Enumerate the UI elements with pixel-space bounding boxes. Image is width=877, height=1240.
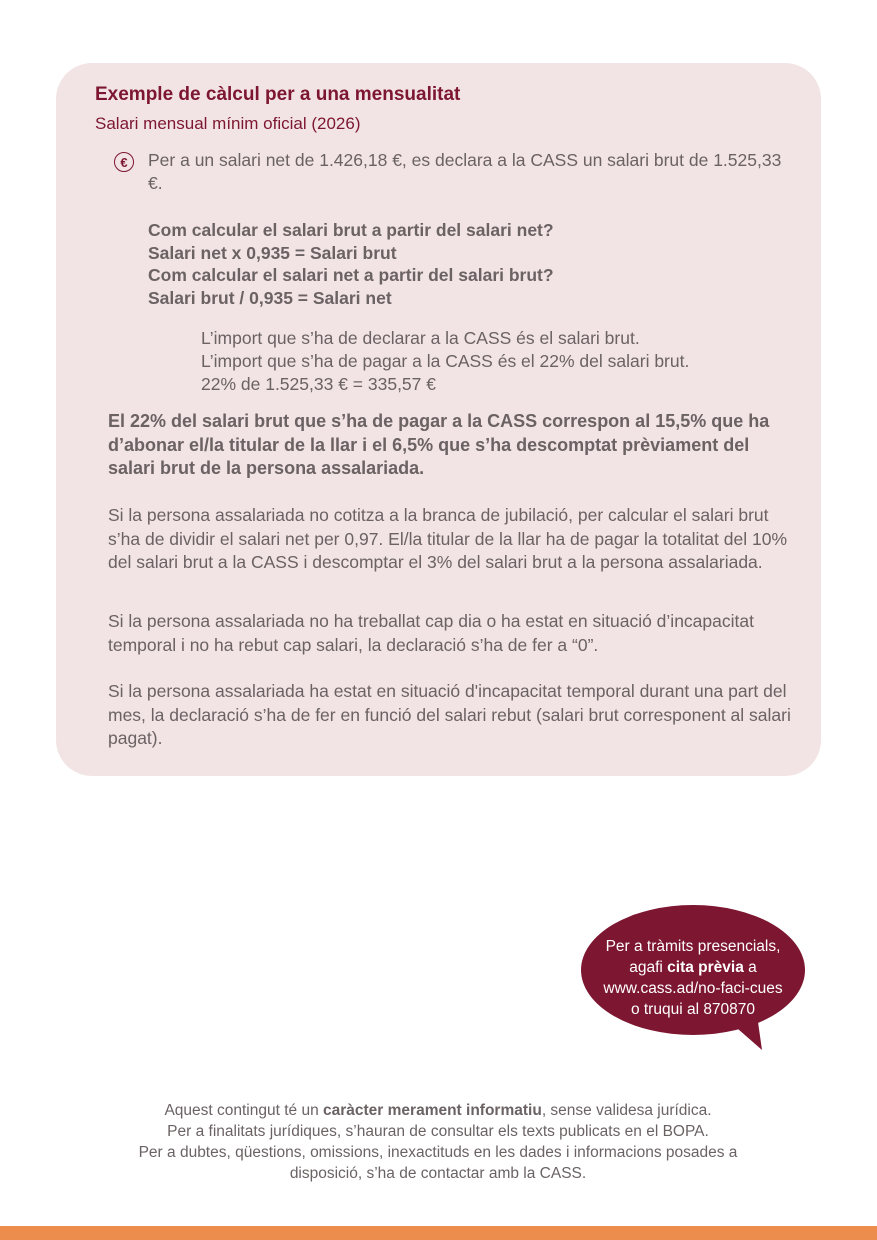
bubble-phone: o truqui al 870870 [630,1001,756,1018]
notes-block [201,327,801,396]
formula-question-net: Com calcular el salari net a partir del salari brut? [148,265,554,285]
section-subtitle: Salari mensual mínim oficial (2026) [95,114,361,133]
paragraph-partial: Si la persona assalariada ha estat en situació d'incapacitat temporal durant una part del mes, la declaració s’ha de fer en funció del salari rebut (salari brut corresponent al salari pagat). [108,681,791,748]
note-example: 22% de 1.525,33 € = 335,57 € [201,374,436,394]
formula-net: Salari brut / 0,935 = Salari net [148,287,392,308]
footer-disclaimer [80,1100,796,1184]
bubble-line-2-pre: agafi [629,959,668,976]
note-declare: L’import que s’ha de declarar a la CASS és el salari brut. [201,328,640,348]
footer-line-4: disposició, s’ha de contactar amb la CASS. [289,1165,587,1182]
bubble-line-2-post: a [743,959,757,976]
bubble-line-1: Per a tràmits presencials, [605,938,781,955]
bubble-cita-previa: cita prèvia [667,959,744,976]
note-pay: L’import que s’ha de pagar a la CASS és el 22% del salari brut. [201,351,690,371]
footer-line-3: Per a dubtes, qüestions, omissions, inexactituds en les dades i informacions posades a [138,1144,738,1161]
speech-bubble-text [580,936,806,1020]
formula-brut: Salari net x 0,935 = Salari brut [148,242,397,263]
highlight-text: El 22% del salari brut que s’ha de pagar a la CASS correspon al 15,5% que ha d’abonar el/la titular de la llar i el 6,5% que s’ha descomptat prèviament del salari brut de la persona assalariada. [108,411,770,478]
bubble-line-2 [580,957,806,978]
formula-question-brut: Com calcular el salari brut a partir del salari net? [148,220,554,240]
footer-line-1 [80,1100,796,1121]
bottom-accent-bar [0,1226,877,1240]
bubble-url[interactable]: www.cass.ad/no-faci-cues [603,980,783,997]
intro-text: Per a un salari net de 1.426,18 €, es declara a la CASS un salari brut de 1.525,33 €. [148,150,782,193]
paragraph-jubilacio: Si la persona assalariada no cotitza a la branca de jubilació, per calcular el salari brut s’ha de dividir el salari net per 0,97. El/la titular de la llar ha de pagar la totalitat del 10% del salari brut a la CASS i descomptar el 3% del salari brut a la persona assalariada. [108,505,788,572]
formula-block [148,219,798,309]
section-title: Exemple de càlcul per a una mensualitat [95,84,461,105]
footer-line-1-pre: Aquest contingut té un [164,1102,323,1119]
footer-line-1-bold: caràcter merament informatiu [323,1102,542,1119]
paragraph-no-salary: Si la persona assalariada no ha treballat cap dia o ha estat en situació d’incapacitat temporal i no ha rebut cap salari, la declaració s’ha de fer a “0”. [108,611,754,655]
footer-line-2: Per a finalitats jurídiques, s’hauran de consultar els texts publicats en el BOPA. [167,1123,709,1140]
footer-line-1-post: , sense validesa jurídica. [541,1102,712,1119]
euro-icon: € [114,152,134,172]
